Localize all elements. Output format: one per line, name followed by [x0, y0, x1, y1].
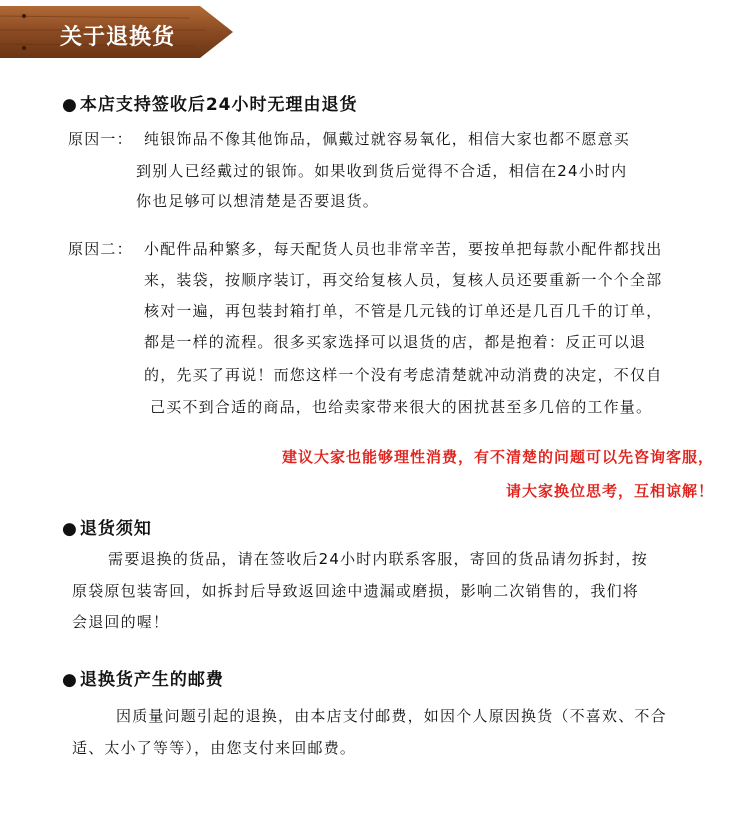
bullet-icon: ●	[62, 95, 78, 115]
bullet-icon: ●	[62, 519, 78, 539]
suggestion-line: 建议大家也能够理性消费，有不清楚的问题可以先咨询客服，	[281, 448, 714, 466]
reason2-line: 来，装袋，按顺序装订，再交给复核人员，复核人员还要重新一个个全部	[144, 271, 663, 289]
reason2-label: 原因二：	[68, 240, 133, 258]
shipping-fees-line: 适、太小了等等），由您支付来回邮费。	[72, 739, 357, 757]
reason1-line: 纯银饰品不像其他饰品，佩戴过就容易氧化，相信大家也都不愿意买	[144, 130, 631, 148]
heading-text: 退货须知	[79, 519, 152, 539]
banner-title: 关于退换货	[60, 25, 176, 50]
reason1-line: 你也足够可以想清楚是否要退货。	[136, 192, 380, 210]
section-heading-return-notes	[62, 514, 152, 539]
heading-text: 退换货产生的邮费	[79, 670, 224, 690]
bullet-icon: ●	[62, 670, 78, 690]
reason2-line: 己买不到合适的商品，也给卖家带来很大的困扰甚至多几倍的工作量。	[150, 398, 653, 416]
reason1-label: 原因一：	[68, 130, 133, 148]
return-notes-line: 原袋原包装寄回，如拆封后导致返回途中遗漏或磨损，影响二次销售的，我们将	[72, 582, 640, 600]
reason2-line: 核对一遍，再包装封箱打单，不管是几元钱的订单还是几百几千的订单，	[144, 302, 663, 320]
return-notes-line: 需要退换的货品，请在签收后24小时内联系客服，寄回的货品请勿拆封，按	[108, 550, 648, 568]
reason2-line: 都是一样的流程。很多买家选择可以退货的店，都是抱着：反正可以退	[144, 333, 647, 351]
heading-text: 本店支持签收后24小时无理由退货	[79, 95, 358, 115]
section-heading-return-policy	[62, 90, 358, 115]
return-notes-line: 会退回的喔！	[72, 613, 170, 631]
reason1-line: 到别人已经戴过的银饰。如果收到货后觉得不合适，相信在24小时内	[136, 162, 628, 180]
suggestion-line: 请大家换位思考，互相谅解！	[505, 482, 714, 500]
section-heading-shipping-fees	[62, 665, 224, 690]
section-banner	[0, 0, 235, 60]
shipping-fees-line: 因质量问题引起的退换，由本店支付邮费，如因个人原因换货（不喜欢、不合	[116, 707, 667, 725]
reason2-line: 小配件品种繁多，每天配货人员也非常辛苦，要按单把每款小配件都找出	[144, 240, 663, 258]
reason2-line: 的，先买了再说！而您这样一个没有考虑清楚就冲动消费的决定，不仅自	[144, 366, 663, 384]
